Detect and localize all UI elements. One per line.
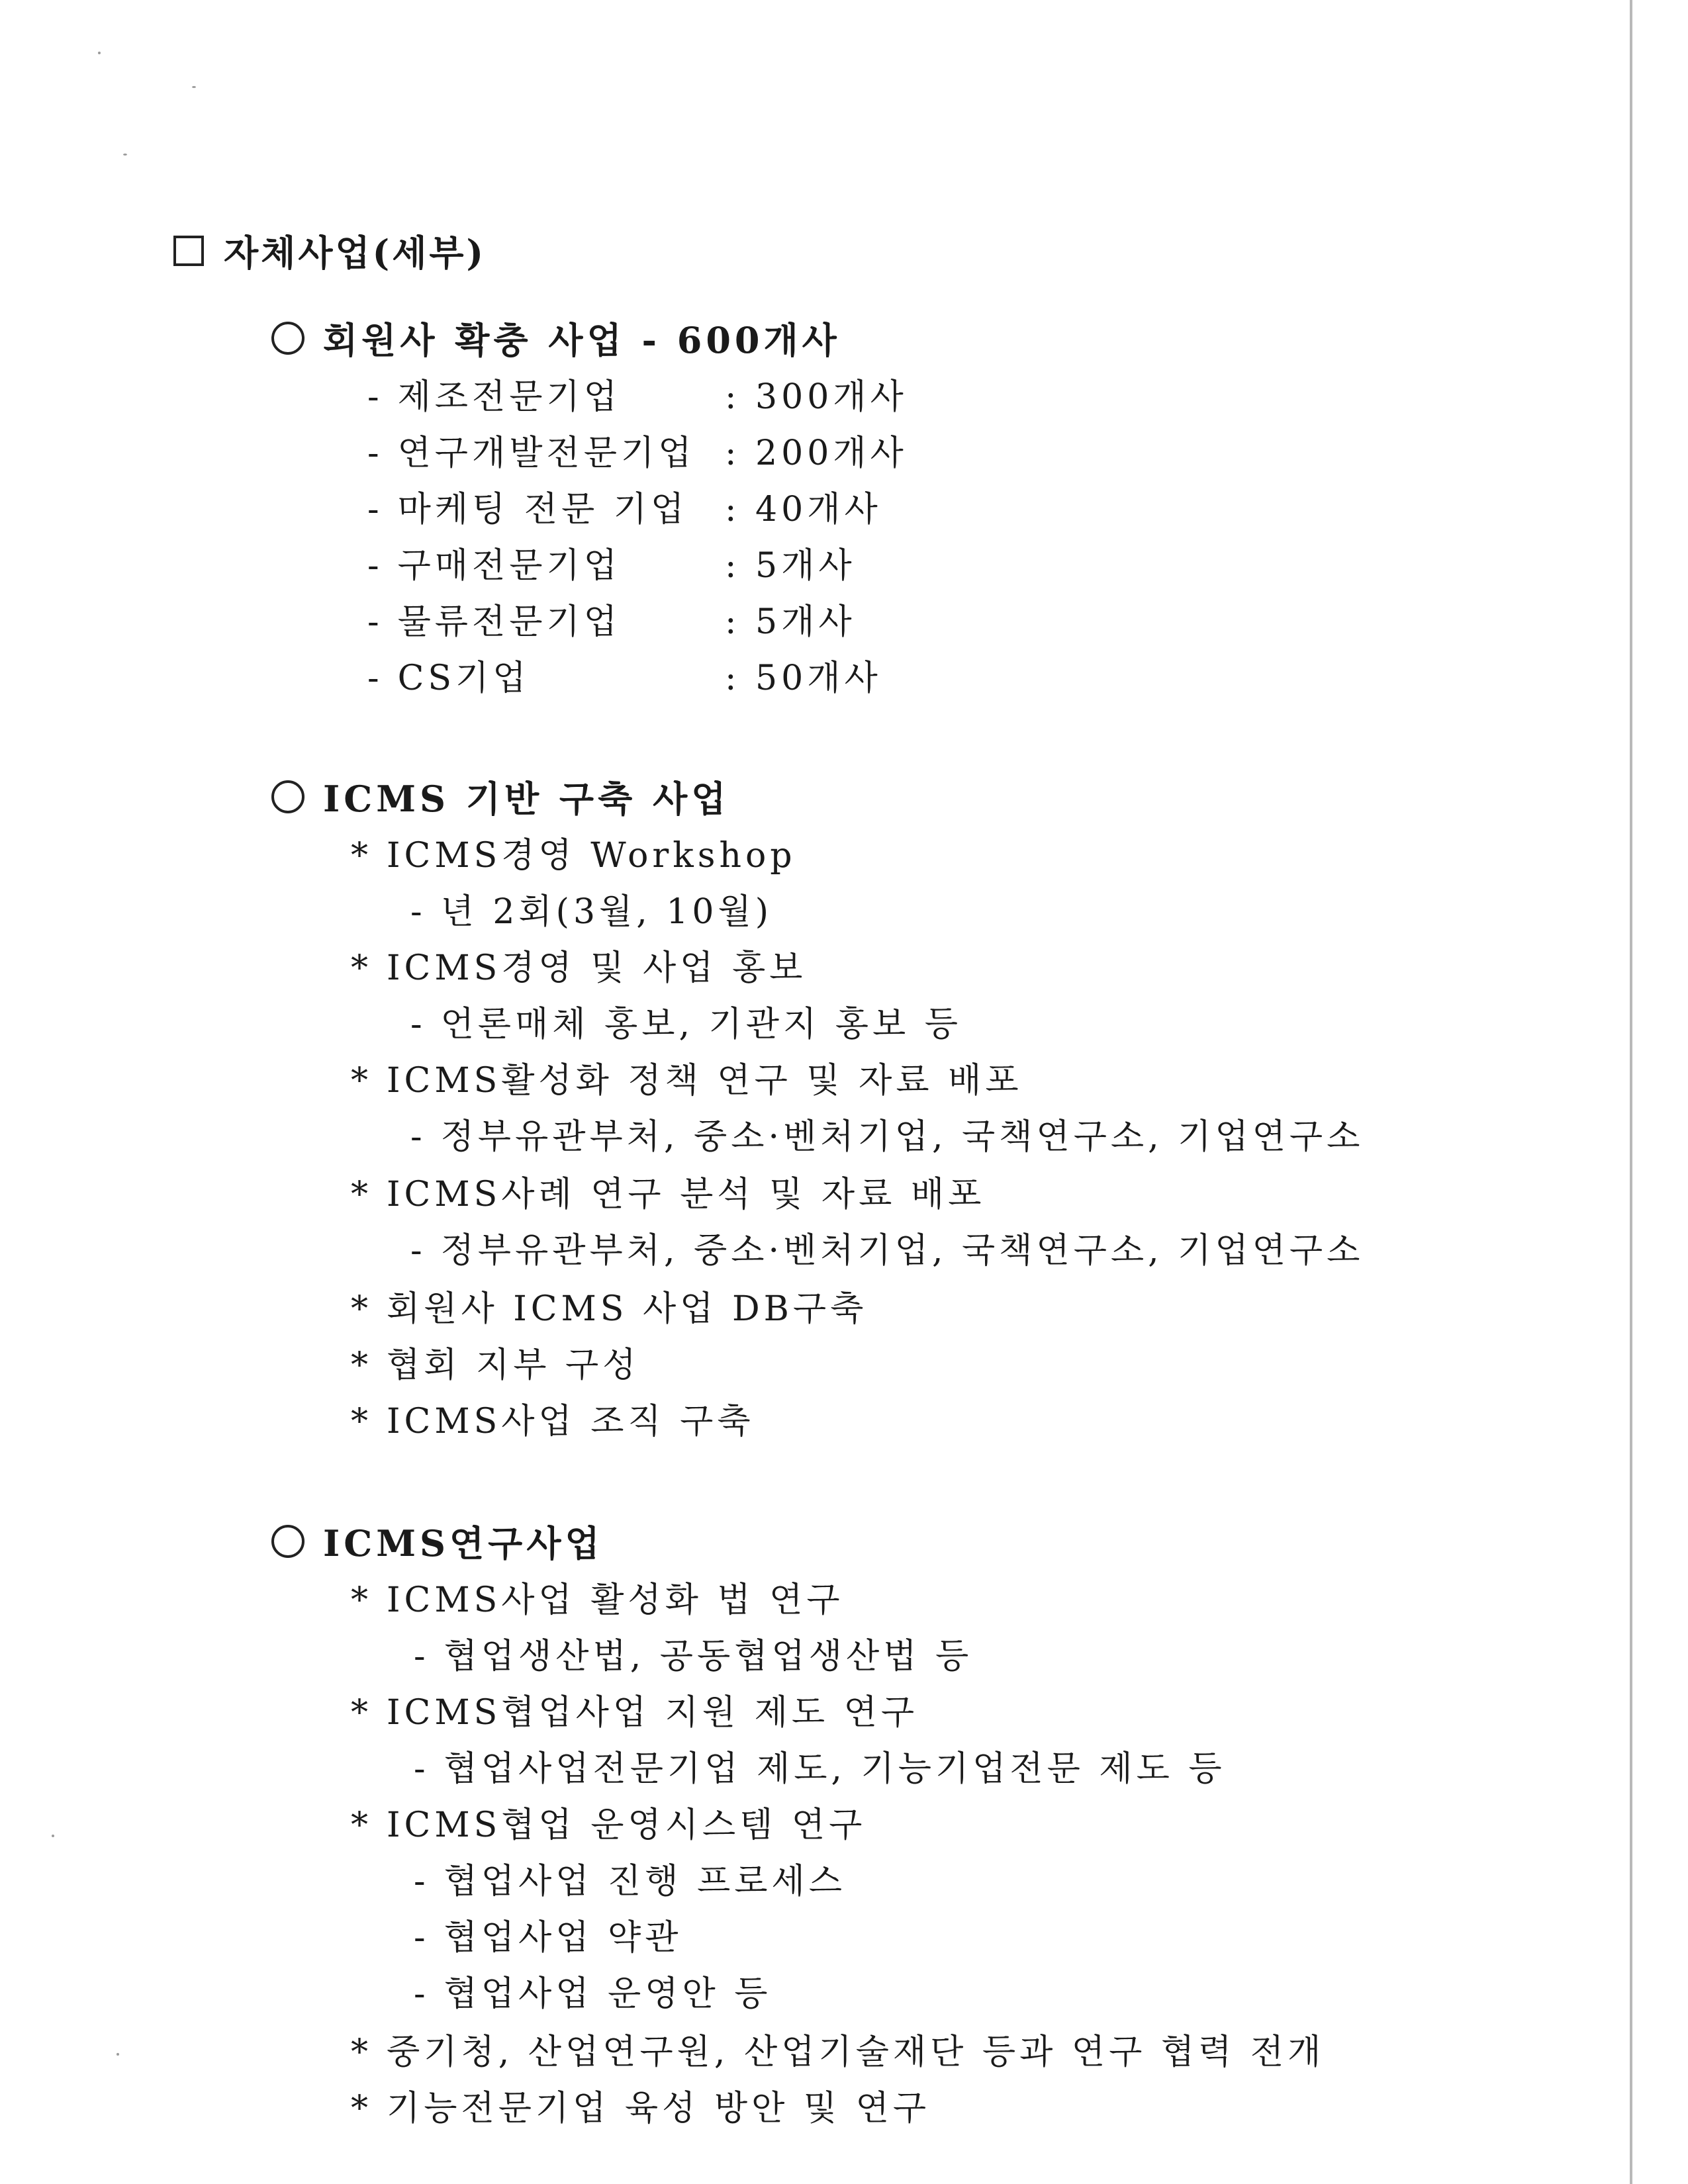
dash-marker: - — [414, 1918, 430, 1958]
bullet-item — [351, 1166, 985, 1216]
dash-marker: - — [367, 659, 383, 698]
dash-marker: - — [410, 1231, 426, 1271]
bullet-text: ICMS사업 조직 구축 — [387, 1402, 755, 1441]
bullet-text: ICMS사례 연구 분석 및 자료 배포 — [387, 1175, 986, 1214]
bullet-text: 중기청, 산업연구원, 산업기술재단 등과 연구 협력 전개 — [387, 2032, 1325, 2072]
asterisk-marker: * — [351, 2032, 372, 2072]
row-label: 물류전문기업 — [397, 602, 621, 642]
bullet-item — [351, 1281, 867, 1330]
membership-row — [367, 650, 882, 700]
square-outline-icon — [173, 236, 204, 266]
sub-item — [410, 884, 773, 933]
document-title — [173, 225, 486, 276]
dash-marker: - — [367, 546, 383, 586]
sub-item-text: 정부유관부처, 중소·벤처기업, 국책연구소, 기업연구소 — [440, 1117, 1364, 1157]
membership-row — [367, 594, 856, 643]
sub-item — [414, 1909, 682, 1959]
dash-marker: - — [414, 1974, 430, 2014]
section-title-text: ICMS연구사업 — [323, 1522, 604, 1565]
sub-item-text: 협업사업 약관 — [444, 1918, 682, 1958]
dash-marker: - — [410, 892, 426, 932]
sub-item — [414, 1966, 772, 2015]
scan-speck — [123, 154, 127, 156]
dash-marker: - — [410, 1005, 426, 1044]
sub-item — [414, 1628, 972, 1678]
circle-outline-icon — [271, 322, 305, 355]
sub-item-text: 년 2회(3월, 10월) — [440, 892, 773, 932]
dash-marker: - — [414, 1637, 430, 1676]
asterisk-marker: * — [351, 1805, 372, 1845]
sub-item — [410, 1222, 1364, 1272]
asterisk-marker: * — [351, 1061, 372, 1101]
section-title-infrastructure — [271, 771, 729, 822]
circle-outline-icon — [271, 1525, 305, 1558]
bullet-text: ICMS협업사업 지원 제도 연구 — [387, 1693, 919, 1733]
row-label: 제조전문기업 — [397, 377, 621, 417]
sub-item — [414, 1853, 846, 1903]
sub-item-text: 협업사업 운영안 등 — [444, 1974, 772, 2014]
row-label: CS기업 — [397, 659, 530, 698]
bullet-item — [351, 1797, 866, 1846]
dash-marker: - — [367, 602, 383, 642]
scan-edge-line — [1630, 0, 1632, 2184]
scan-speck — [98, 52, 101, 54]
row-label: 마케팅 전문 기업 — [397, 490, 688, 529]
bullet-text: ICMS사업 활성화 법 연구 — [387, 1580, 844, 1620]
bullet-text: ICMS협업 운영시스템 연구 — [387, 1805, 867, 1845]
sub-item — [414, 1741, 1226, 1790]
sub-item-text: 언론매체 홍보, 기관지 홍보 등 — [440, 1005, 962, 1044]
bullet-item — [351, 2080, 930, 2130]
bullet-item — [351, 2024, 1325, 2073]
row-value: : 50개사 — [725, 659, 882, 698]
bullet-text: ICMS경영 Workshop — [387, 836, 796, 876]
section-title-text: ICMS 기반 구축 사업 — [323, 778, 730, 820]
row-label: 연구개발전문기업 — [397, 433, 696, 473]
bullet-text: ICMS활성화 정책 연구 및 자료 배포 — [387, 1061, 1023, 1101]
asterisk-marker: * — [351, 948, 372, 988]
bullet-text: ICMS경영 및 사업 홍보 — [387, 948, 807, 988]
row-value: : 5개사 — [725, 602, 856, 642]
bullet-item — [351, 1337, 639, 1387]
section-title-membership — [271, 312, 841, 363]
row-value: : 5개사 — [725, 546, 856, 586]
bullet-item — [351, 1052, 1023, 1102]
dash-marker: - — [367, 433, 383, 473]
bullet-text: 회원사 ICMS 사업 DB구축 — [387, 1289, 868, 1329]
asterisk-marker: * — [351, 836, 372, 876]
sub-item-text: 협업사업전문기업 제도, 기능기업전문 제도 등 — [444, 1749, 1226, 1789]
section-title-text: 회원사 확충 사업 - 600개사 — [323, 319, 841, 361]
bullet-item — [351, 940, 806, 989]
asterisk-marker: * — [351, 2089, 372, 2128]
membership-row — [367, 537, 856, 587]
row-value: : 200개사 — [725, 433, 908, 473]
row-value: : 40개사 — [725, 490, 882, 529]
section-title-research — [271, 1516, 604, 1567]
bullet-text: 협회 지부 구성 — [387, 1345, 640, 1385]
sub-item-text: 협업사업 진행 프로세스 — [444, 1862, 846, 1901]
dash-marker: - — [414, 1749, 430, 1789]
asterisk-marker: * — [351, 1289, 372, 1329]
asterisk-marker: * — [351, 1345, 372, 1385]
scan-speck — [192, 86, 196, 88]
bullet-text: 기능전문기업 육성 방안 및 연구 — [387, 2089, 931, 2128]
sub-item — [410, 1109, 1364, 1158]
sub-item — [410, 996, 962, 1046]
circle-outline-icon — [271, 780, 305, 813]
asterisk-marker: * — [351, 1580, 372, 1620]
sub-item-text: 협업생산법, 공동협업생산법 등 — [444, 1637, 973, 1676]
scan-speck — [52, 1835, 54, 1837]
bullet-item — [351, 827, 796, 877]
scan-speck — [117, 2053, 119, 2056]
dash-marker: - — [367, 377, 383, 417]
bullet-item — [351, 1684, 918, 1734]
row-label: 구매전문기업 — [397, 546, 621, 586]
document-title-text: 자체사업(세부) — [224, 232, 487, 274]
asterisk-marker: * — [351, 1402, 372, 1441]
membership-row — [367, 481, 882, 531]
dash-marker: - — [410, 1117, 426, 1157]
row-value: : 300개사 — [725, 377, 908, 417]
asterisk-marker: * — [351, 1693, 372, 1733]
dash-marker: - — [367, 490, 383, 529]
dash-marker: - — [414, 1862, 430, 1901]
membership-row — [367, 425, 908, 475]
asterisk-marker: * — [351, 1175, 372, 1214]
membership-row — [367, 369, 908, 418]
bullet-item — [351, 1572, 844, 1621]
sub-item-text: 정부유관부처, 중소·벤처기업, 국책연구소, 기업연구소 — [440, 1231, 1364, 1271]
bullet-item — [351, 1393, 755, 1443]
